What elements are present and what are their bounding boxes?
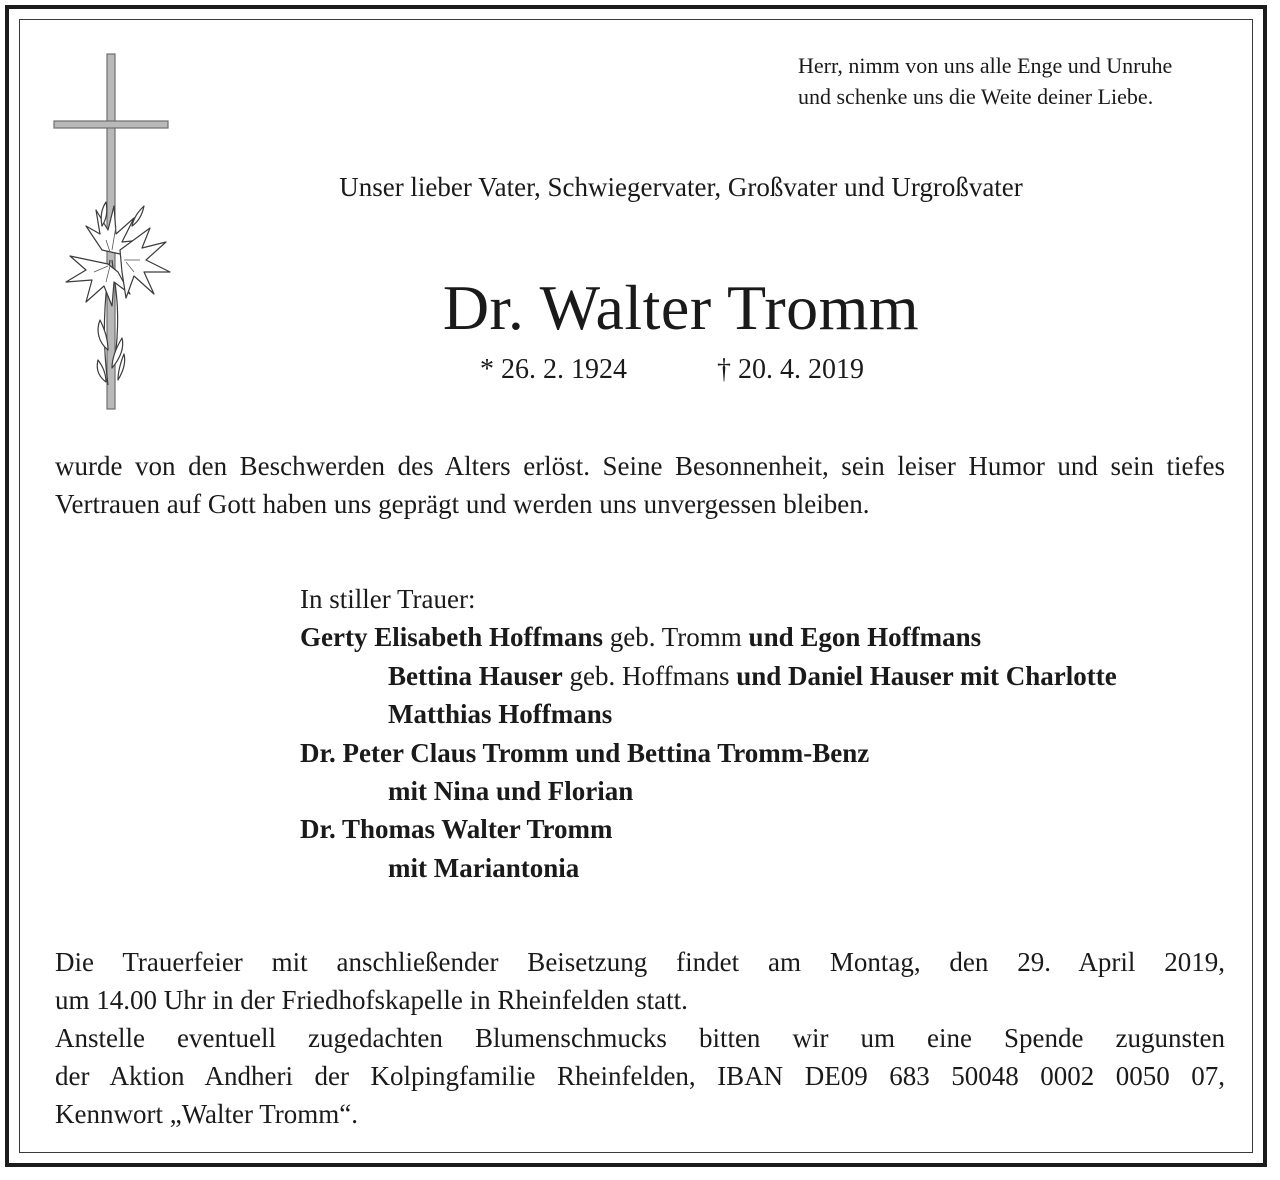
donation-line: Anstelle eventuell zugedachten Blumenschmucks bitten wir um eine Spende zugunsten (55, 1023, 1225, 1053)
mourner-name: Matthias Hoffmans (388, 699, 613, 730)
maiden-name: geb. Hoffmans (562, 660, 737, 691)
mourners-heading: In stiller Trauer: (300, 584, 476, 614)
cross-with-lily-icon (50, 50, 180, 420)
deceased-name: Dr. Walter Tromm (442, 272, 920, 343)
maiden-name: geb. Tromm (603, 622, 749, 653)
mourner-partner: und Egon Hoffmans (748, 622, 982, 653)
mourner-row (300, 772, 1240, 810)
motto (798, 50, 1238, 112)
mourner-name: mit Nina und Florian (388, 776, 634, 807)
service-line: Die Trauerfeier mit anschließender Beisetzung findet am Montag, den 29. April 2019, (55, 947, 1225, 977)
intro-line: Unser lieber Vater, Schwiegervater, Großvater und Urgroßvater (339, 172, 1023, 202)
death-date: † 20. 4. 2019 (717, 354, 864, 385)
service-line: um 14.00 Uhr in der Friedhofskapelle in Rheinfelden statt. (55, 985, 688, 1015)
mourner-name: Dr. Thomas Walter Tromm (300, 814, 613, 845)
mourner-name: Bettina Hauser (388, 660, 563, 691)
donation-line: Kennwort „Walter Tromm“. (55, 1099, 359, 1129)
mourner-name: mit Mariantonia (388, 852, 580, 883)
motto-line-1: Herr, nimm von uns alle Enge und Unruhe (798, 53, 1173, 78)
mourner-row (300, 849, 1240, 887)
mourner-row (300, 695, 1240, 733)
mourner-name: Dr. Peter Claus Tromm und Bettina Tromm-Benz (300, 737, 870, 768)
mourner-row (300, 810, 1240, 848)
service-info (55, 943, 1225, 1133)
mourner-row (300, 618, 1240, 656)
mourners-list (300, 580, 1240, 887)
motto-line-2: und schenke uns die Weite deiner Liebe. (798, 84, 1154, 109)
mourner-partner: und Daniel Hauser mit Charlotte (736, 660, 1117, 691)
birth-date: * 26. 2. 1924 (480, 354, 627, 385)
donation-line: der Aktion Andheri der Kolpingfamilie Rheinfelden, IBAN DE09 683 50048 0002 0050 07, (55, 1061, 1225, 1091)
tribute-text: wurde von den Beschwerden des Alters erlöst. Seine Besonnenheit, sein leiser Humor und sein tiefes Vertrauen auf Gott haben uns geprägt und werden uns unvergessen bleiben. (55, 451, 1225, 519)
mourner-row (300, 734, 1240, 772)
mourner-row (300, 657, 1240, 695)
mourner-name: Gerty Elisabeth Hoffmans (300, 622, 603, 653)
